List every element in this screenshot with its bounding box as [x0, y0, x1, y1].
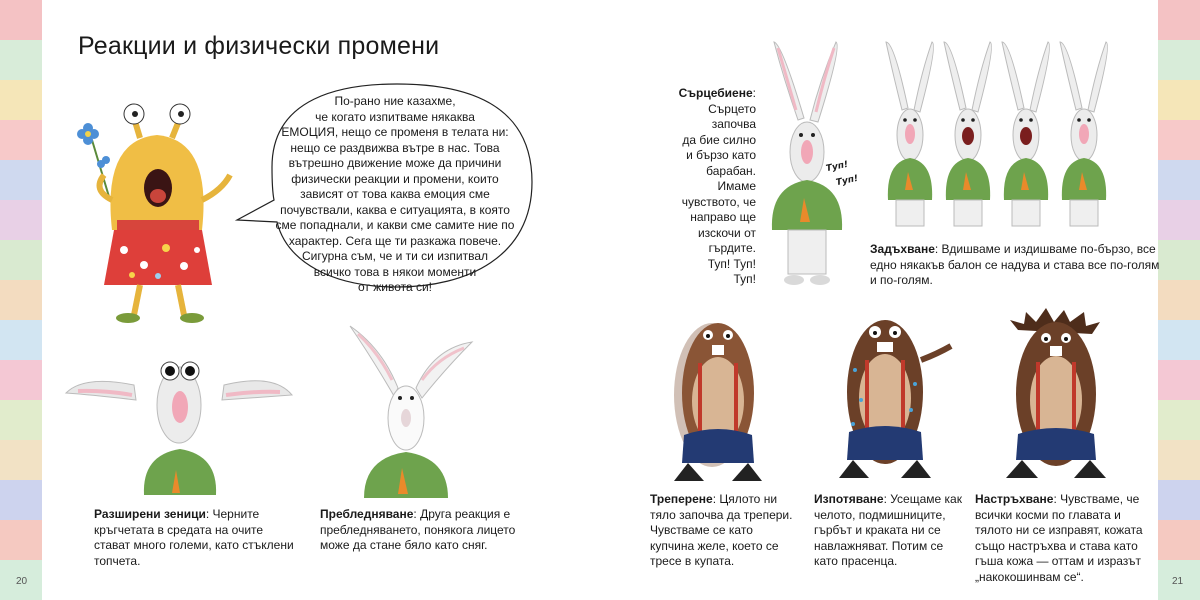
breathing-rabbit — [886, 42, 934, 226]
edge-stripe — [1158, 80, 1200, 120]
edge-stripe — [0, 400, 42, 440]
heartbeat-line: и бързо като — [686, 148, 756, 162]
edge-stripe — [0, 480, 42, 520]
edge-stripe — [1158, 160, 1200, 200]
breathing-rabbit — [1060, 42, 1108, 226]
edge-stripe — [0, 520, 42, 560]
edge-stripe — [1158, 200, 1200, 240]
edge-stripe — [0, 120, 42, 160]
breathing-rabbit — [1002, 42, 1050, 226]
rabbit-wide-eyes-illustration — [64, 345, 294, 495]
edge-stripe — [1158, 0, 1200, 40]
edge-stripe — [1158, 360, 1200, 400]
heartbeat-line: Сърцето — [708, 101, 756, 116]
bubble-line: че когато изпитваме някаква — [315, 109, 475, 124]
caption-pupils-text: : Черните кръгчетата в средата на очите стават много големи, като стъклени топчета. — [94, 507, 294, 568]
edge-stripe — [0, 0, 42, 40]
speech-bubble-text — [265, 94, 525, 296]
caption-sweating — [814, 492, 964, 570]
page-number-left: 20 — [16, 576, 28, 587]
caption-goosebumps — [975, 492, 1147, 585]
page-title: Реакции и физически промени — [78, 32, 440, 60]
caption-goosebumps-term: Настръхване — [975, 492, 1054, 506]
breathing-rabbits-illustration — [882, 40, 1112, 230]
bubble-line: зависят от това каква емоция сме — [300, 187, 490, 201]
bubble-line: от живота си! — [357, 280, 433, 294]
heartbeat-line: Туп! Туп! — [707, 256, 756, 271]
caption-breathlessness-text: : Вдишваме и издишваме по-бързо, все едно някакъв балон се надува и става все по-голям и по-голям. — [870, 242, 1160, 287]
edge-stripe — [1158, 280, 1200, 320]
edge-stripe — [1158, 480, 1200, 520]
caption-breathlessness — [870, 242, 1160, 289]
caption-pupils-term: Разширени зеници — [94, 507, 206, 521]
left-edge-stripes — [0, 0, 42, 600]
sound-tup-1: Туп! — [825, 159, 850, 175]
caption-pupils — [94, 507, 294, 569]
heartbeat-line: да бие силно — [682, 132, 756, 147]
bubble-line: ЕМОЦИЯ, нещо се променя в телата ни: — [281, 125, 509, 139]
right-page — [600, 0, 1184, 600]
caption-paleness — [320, 507, 535, 554]
pale-rabbit-illustration — [342, 318, 482, 498]
bubble-line: физически реакции и промени, които — [291, 171, 499, 186]
trembling-beaver-illustration — [658, 305, 778, 490]
caption-breathlessness-term: Задъхване — [870, 242, 935, 256]
edge-stripe — [1158, 240, 1200, 280]
caption-trembling-term: Треперене — [650, 492, 713, 506]
caption-heartbeat: Сърцебиене: Сърцето започва да бие силно и бързо като барабан. Имаме чувството, че направо ще изскочи от гърдите. Туп! Туп! Туп! — [640, 86, 756, 288]
yellow-monster-illustration — [62, 80, 252, 330]
edge-stripe — [1158, 440, 1200, 480]
caption-trembling-text: : Цялото ни тяло започва да трепери. Чувстваме се като купчина желе, което се тресе в купата. — [650, 492, 793, 568]
edge-stripe — [1158, 120, 1200, 160]
heartbeat-line: барабан. — [706, 163, 756, 178]
edge-stripe — [1158, 40, 1200, 80]
left-page — [16, 0, 600, 600]
heartbeat-line: Туп! — [733, 272, 756, 286]
edge-stripe — [1158, 320, 1200, 360]
bubble-line: всичко това в някои моменти — [313, 264, 477, 279]
caption-paleness-text: : Друга реакция е пребледняването, понякога лицето може да стане бяло като сняг. — [320, 507, 516, 552]
heartbeat-line: Имаме — [717, 179, 756, 193]
caption-sweating-text: : Усещаме как челото, подмишниците, гърбът и краката ни се навлажняват. Потим се като прасенца. — [814, 492, 962, 568]
edge-stripe — [0, 280, 42, 320]
breathing-rabbit — [944, 42, 992, 226]
sweating-beaver-illustration — [825, 300, 960, 490]
caption-trembling — [650, 492, 800, 570]
caption-heartbeat-term: Сърцебиене — [678, 86, 753, 100]
edge-stripe — [0, 440, 42, 480]
edge-stripe — [0, 320, 42, 360]
bubble-line: почувствали, каква е ситуацията, в която — [280, 202, 510, 217]
bubble-line: По-рано ние казахме, — [334, 94, 456, 108]
bubble-line: характер. Сега ще ти разкажа повече. — [288, 233, 502, 248]
heartbeat-line: чувството, че — [681, 194, 756, 209]
edge-stripe — [0, 200, 42, 240]
bubble-line: сме попаднали, и какви сме самите ние по — [275, 218, 515, 232]
edge-stripe — [0, 80, 42, 120]
edge-stripe — [0, 360, 42, 400]
goosebumps-beaver-illustration — [996, 300, 1126, 490]
caption-sweating-term: Изпотяване — [814, 492, 884, 506]
sound-tup-2: Туп! — [835, 173, 860, 189]
heartbeat-line: гърдите. — [708, 241, 756, 255]
edge-stripe — [1158, 400, 1200, 440]
heartbeat-line: изскочи от — [697, 225, 756, 240]
edge-stripe — [1158, 520, 1200, 560]
edge-stripe — [0, 240, 42, 280]
bubble-line: вътрешно движение може да причини — [288, 156, 502, 170]
right-edge-stripes — [1158, 0, 1200, 600]
heartbeat-line: направо ще — [690, 210, 756, 224]
heartbeat-line: започва — [711, 117, 756, 131]
bubble-line: нещо се раздвижва вътре в нас. Това — [290, 140, 500, 155]
caption-goosebumps-text: : Чувстваме, че всички косми по главата и тялото ни се изправят, кожата също настръхва и става като гъша кожа — оттам и изразът „накокошинвам се“. — [975, 492, 1143, 584]
bubble-line: Сигурна съм, че и ти си изпитвал — [301, 249, 489, 263]
caption-paleness-term: Пребледняване — [320, 507, 414, 521]
page-number-right: 21 — [1172, 576, 1184, 587]
edge-stripe — [0, 160, 42, 200]
edge-stripe — [0, 40, 42, 80]
